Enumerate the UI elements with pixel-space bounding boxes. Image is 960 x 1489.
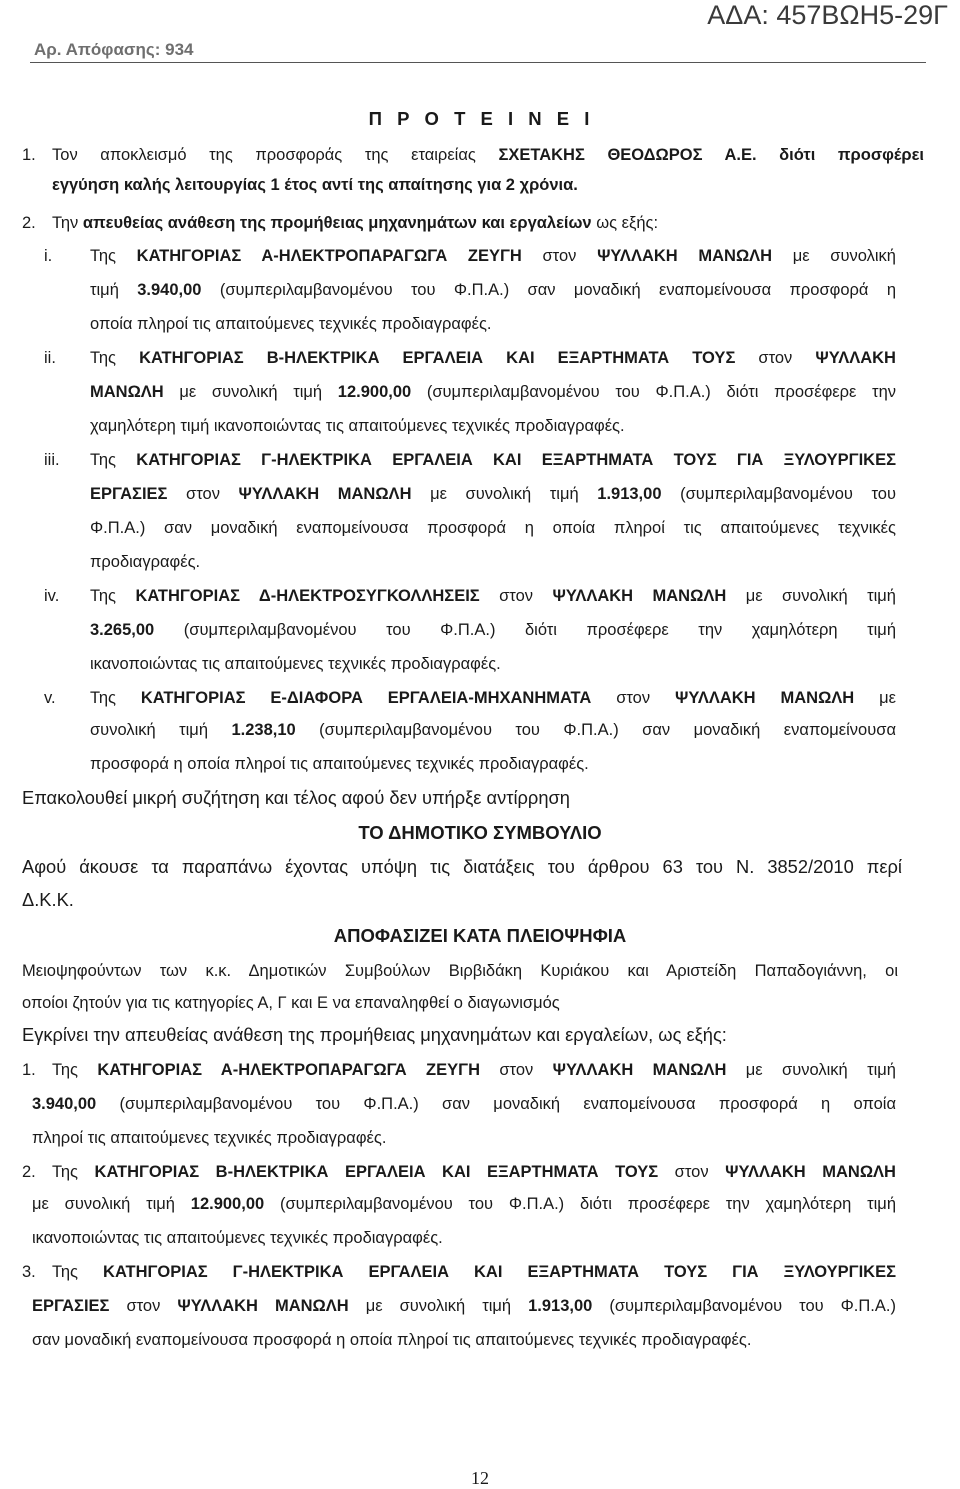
item-iii-line-4: προδιαγραφές. [90, 553, 201, 571]
final-item-3-number: 3. [22, 1263, 36, 1281]
text-run: συνολική τιμή [90, 721, 232, 739]
text-run: Της [52, 1263, 104, 1281]
category-name: ΚΑΤΗΓΟΡΙΑΣ Ε-ΔΙΑΦΟΡΑ ΕΡΓΑΛΕΙΑ-ΜΗΧΑΝΗΜΑΤΑ [140, 689, 592, 707]
text-run: με συνολική τιμή [348, 1297, 529, 1315]
text-run: (συμπεριλαμβανομένου του Φ.Π.Α.) σαν μοναδική εναπομείνουσα προσφορά η [201, 281, 896, 299]
item-ii-line-3: χαμηλότερη τιμή ικανοποιώντας τις απαιτούμενες τεχνικές προδιαγραφές. [90, 417, 625, 435]
supplier-name: ΨΥΛΛΑΚΗ ΜΑΝΩΛΗ [725, 1163, 896, 1181]
paragraph-1-line-2 [52, 175, 578, 195]
text-run: Τον αποκλεισμό της προσφοράς της εταιρείας [52, 146, 499, 164]
item-ii-line-1 [90, 348, 896, 368]
company-name: ΣΧΕΤΑΚΗΣ ΘΕΟΔΩΡΟΣ Α.Ε. διότι προσφέρει [498, 146, 925, 164]
item-v-line-3: προσφορά η οποία πληροί τις απαιτούμενες τεχνικές προδιαγραφές. [90, 755, 589, 773]
category-name: ΚΑΤΗΓΟΡΙΑΣ Γ-ΗΛΕΚΤΡΙΚΑ ΕΡΓΑΛΕΙΑ ΚΑΙ ΕΞΑΡΤΗΜΑΤΑ ΤΟΥΣ ΓΙΑ ΞΥΛΟΥΡΓΙΚΕΣ [103, 1263, 896, 1281]
item-i-line-3: οποία πληροί τις απαιτούμενες τεχνικές προδιαγραφές. [90, 315, 492, 333]
having-heard-line-2: Δ.Κ.Κ. [22, 889, 74, 910]
item-ii-number: ii. [44, 349, 56, 367]
text-run: στον [479, 1061, 553, 1079]
category-name: ΚΑΤΗΓΟΡΙΑΣ Α-ΗΛΕΚΤΡΟΠΑΡΑΓΩΓΑ ΖΕΥΓΗ [136, 247, 522, 265]
text-run: Της [90, 689, 141, 707]
item-ii-line-2 [90, 382, 896, 402]
item-i-line-2 [90, 280, 896, 300]
final-item-3-line-1 [52, 1262, 896, 1282]
supplier-name: ΨΥΛΛΑΚΗ ΜΑΝΩΛΗ [674, 689, 855, 707]
minority-line-2: οποίοι ζητούν για τις κατηγορίες Α, Γ και Ε να επαναληφθεί ο διαγωνισμός [22, 994, 560, 1012]
text-run: με [854, 689, 896, 707]
text-run: τιμή [90, 281, 138, 299]
text-run: με συνολική τιμή [726, 587, 896, 605]
text-run: ως εξής: [591, 214, 659, 232]
text-run: (συμπεριλαμβανομένου του Φ.Π.Α.) διότι προσέφερε την χαμηλότερη τιμή [154, 621, 896, 639]
item-v-line-2 [90, 720, 896, 740]
text-run: με συνολική τιμή [163, 383, 338, 401]
supplier-name: ΨΥΛΛΑΚΗ ΜΑΝΩΛΗ [552, 587, 727, 605]
discussion-line: Επακολουθεί μικρή συζήτηση και τέλος αφού δεν υπήρξε αντίρρηση [22, 787, 570, 808]
supplier-name: ΨΥΛΛΑΚΗ [815, 349, 896, 367]
text-run: (συμπεριλαμβανομένου του Φ.Π.Α.) διότι προσέφερε την [411, 383, 896, 401]
having-heard-line-1: Αφού άκουσε τα παραπάνω έχοντας υπόψη τις διατάξεις του άρθρου 63 του Ν. 3852/2010 περί [22, 856, 902, 877]
paragraph-2-line [52, 213, 658, 233]
supplier-name: ΜΑΝΩΛΗ [90, 383, 164, 401]
price: 12.900,00 [190, 1195, 265, 1213]
text-run: Της [90, 451, 137, 469]
item-iii-line-3: Φ.Π.Α.) σαν μοναδική εναπομείνουσα προσφορά η οποία πληροί τις απαιτούμενες τεχνικές [90, 519, 896, 537]
text-run: με συνολική τιμή [32, 1195, 191, 1213]
text-run: (συμπεριλαμβανομένου του Φ.Π.Α.) σαν μοναδική εναπομείνουσα [295, 721, 896, 739]
item-iii-line-1 [90, 450, 896, 470]
header-rule [30, 62, 926, 63]
text-run: στον [109, 1297, 178, 1315]
final-item-2-line-1 [52, 1162, 896, 1182]
item-iv-line-3: ικανοποιώντας τις απαιτούμενες τεχνικές προδιαγραφές. [90, 655, 501, 673]
text-run: Της [90, 349, 140, 367]
final-item-2-line-2 [32, 1194, 896, 1214]
item-iii-line-2 [90, 484, 896, 504]
text-run: (συμπεριλαμβανομένου του Φ.Π.Α.) σαν μοναδική εναπομείνουσα προσφορά η οποία [96, 1095, 896, 1113]
text-run: στον [479, 587, 553, 605]
price: 3.265,00 [90, 621, 155, 639]
text-run: Της [52, 1163, 95, 1181]
price: 3.940,00 [32, 1095, 97, 1113]
final-item-3-line-2 [32, 1296, 896, 1316]
supplier-name: ΨΥΛΛΑΚΗ ΜΑΝΩΛΗ [597, 247, 773, 265]
category-name: ΚΑΤΗΓΟΡΙΑΣ Δ-ΗΛΕΚΤΡΟΣΥΓΚΟΛΛΗΣΕΙΣ [135, 587, 480, 605]
text-run: (συμπεριλαμβανομένου του Φ.Π.Α.) διότι προσέφερε την χαμηλότερη τιμή [264, 1195, 896, 1213]
category-name: ΚΑΤΗΓΟΡΙΑΣ Γ-ΗΛΕΚΤΡΙΚΑ ΕΡΓΑΛΕΙΑ ΚΑΙ ΕΞΑΡΤΗΜΑΤΑ ΤΟΥΣ ΓΙΑ ΞΥΛΟΥΡΓΙΚΕΣ [136, 451, 896, 469]
item-iv-number: iv. [44, 587, 60, 605]
price: 12.900,00 [337, 383, 412, 401]
text-run: απευθείας ανάθεση της προμήθειας μηχανημάτων και εργαλείων [82, 214, 592, 232]
item-i-number: i. [44, 247, 53, 265]
text-run: Της [52, 1061, 98, 1079]
final-item-2-line-3: ικανοποιώντας τις απαιτούμενες τεχνικές προδιαγραφές. [32, 1229, 443, 1247]
minority-line-1: Μειοψηφούντων των κ.κ. Δημοτικών Συμβούλων Βιρβιδάκη Κυριάκου και Αριστείδη Παπαδογιάννη, οι [22, 962, 898, 980]
item-i-line-1 [90, 246, 896, 266]
decides-heading: ΑΠΟΦΑΣΙΖΕΙ ΚΑΤΑ ΠΛΕΙΟΨΗΦΙΑ [333, 925, 627, 946]
final-item-1-line-2 [32, 1094, 896, 1114]
text-run: Την [52, 214, 83, 232]
text-run: Της [90, 247, 137, 265]
item-v-line-1 [90, 688, 896, 708]
proposes-heading: Π Ρ Ο Τ Ε Ι Ν Ε Ι [368, 108, 592, 129]
item-iv-line-1 [90, 586, 896, 606]
text-run: εγγύηση καλής λειτουργίας 1 έτος αντί της απαίτησης για 2 χρόνια. [52, 176, 578, 194]
decision-number: Αρ. Απόφασης: 934 [34, 40, 194, 59]
final-item-1-line-1 [52, 1060, 896, 1080]
page-number: 12 [471, 1468, 489, 1488]
ada-code: ΑΔΑ: 457ΒΩΗ5-29Γ [707, 0, 948, 30]
item-iv-line-2 [90, 620, 896, 640]
text-run: στον [658, 1163, 726, 1181]
text-run: με συνολική τιμή [726, 1061, 896, 1079]
supplier-name: ΨΥΛΛΑΚΗ ΜΑΝΩΛΗ [238, 485, 412, 503]
text-run: με συνολική [772, 247, 896, 265]
supplier-name: ΨΥΛΛΑΚΗ ΜΑΝΩΛΗ [177, 1297, 349, 1315]
paragraph-2-number: 2. [22, 214, 36, 232]
price: 1.238,10 [231, 721, 296, 739]
final-item-2-number: 2. [22, 1163, 36, 1181]
supplier-name: ΨΥΛΛΑΚΗ ΜΑΝΩΛΗ [552, 1061, 727, 1079]
paragraph-1-line-1 [52, 145, 924, 165]
text-run: στον [591, 689, 675, 707]
category-name: ΚΑΤΗΓΟΡΙΑΣ Β-ΗΛΕΚΤΡΙΚΑ ΕΡΓΑΛΕΙΑ ΚΑΙ ΕΞΑΡΤΗΜΑΤΑ ΤΟΥΣ [139, 349, 736, 367]
category-name: ΕΡΓΑΣΙΕΣ [32, 1297, 110, 1315]
text-run: στον [167, 485, 239, 503]
text-run: στον [521, 247, 598, 265]
text-run: (συμπεριλαμβανομένου του [661, 485, 896, 503]
price: 3.940,00 [137, 281, 202, 299]
final-item-1-number: 1. [22, 1061, 36, 1079]
price: 1.913,00 [528, 1297, 593, 1315]
text-run: στον [735, 349, 816, 367]
paragraph-1-number: 1. [22, 146, 36, 164]
category-name: ΕΡΓΑΣΙΕΣ [90, 485, 168, 503]
approves-line: Εγκρίνει την απευθείας ανάθεση της προμήθειας μηχανημάτων και εργαλείων, ως εξής: [22, 1024, 727, 1045]
final-item-1-line-3: πληροί τις απαιτούμενες τεχνικές προδιαγραφές. [32, 1129, 387, 1147]
item-iii-number: iii. [44, 451, 60, 469]
category-name: ΚΑΤΗΓΟΡΙΑΣ Β-ΗΛΕΚΤΡΙΚΑ ΕΡΓΑΛΕΙΑ ΚΑΙ ΕΞΑΡΤΗΜΑΤΑ ΤΟΥΣ [94, 1163, 659, 1181]
text-run: Της [90, 587, 136, 605]
price: 1.913,00 [597, 485, 662, 503]
final-item-3-line-3: σαν μοναδική εναπομείνουσα προσφορά η οποία πληροί τις απαιτούμενες τεχνικές προδιαγραφές. [32, 1331, 752, 1349]
category-name: ΚΑΤΗΓΟΡΙΑΣ Α-ΗΛΕΚΤΡΟΠΑΡΑΓΩΓΑ ΖΕΥΓΗ [97, 1061, 480, 1079]
item-v-number: v. [44, 689, 56, 707]
council-heading: ΤΟ ΔΗΜΟΤΙΚΟ ΣΥΜΒΟΥΛΙΟ [358, 822, 602, 843]
text-run: με συνολική τιμή [411, 485, 598, 503]
text-run: (συμπεριλαμβανομένου του Φ.Π.Α.) [592, 1297, 896, 1315]
